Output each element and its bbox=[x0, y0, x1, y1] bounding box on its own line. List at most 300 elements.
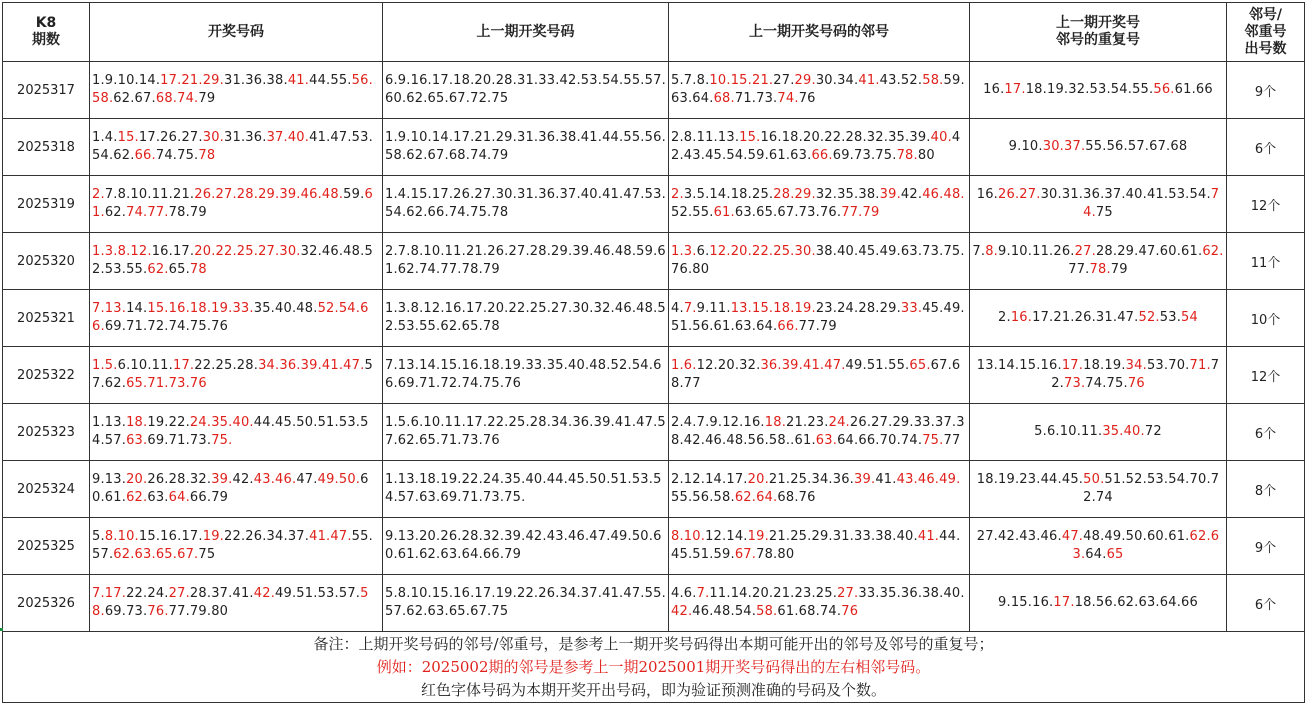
number: 59.63.64. bbox=[671, 73, 965, 106]
number: 80 bbox=[917, 148, 935, 163]
hit-number: 1.6. bbox=[671, 358, 697, 373]
hit-number: 78. bbox=[1089, 262, 1111, 277]
number: 2.12.14.17. bbox=[671, 472, 748, 487]
number: 65. bbox=[168, 262, 190, 277]
count-cell[interactable]: 11个 bbox=[1227, 233, 1305, 290]
hit-number: 56. bbox=[1153, 82, 1175, 97]
number: 63. bbox=[147, 490, 169, 505]
number: 1.13. bbox=[92, 415, 127, 430]
hit-number: 8. bbox=[985, 244, 999, 259]
number: 72. bbox=[1051, 358, 1220, 391]
lottery-neighbor-table bbox=[2, 2, 1305, 703]
number: 64.66.70.74. bbox=[837, 433, 923, 448]
number: 55.56.57.67.68 bbox=[1085, 139, 1188, 154]
hit-number: 39. bbox=[879, 187, 901, 202]
number: 16.17. bbox=[151, 244, 195, 259]
number: 69.71.73. bbox=[147, 433, 212, 448]
prev-draw-cell[interactable]: 1.9.10.14.17.21.29.31.36.38.41.44.55.56.58.62.67.68.74.79 bbox=[383, 119, 669, 176]
number: 44.45.50.51.53.54.57. bbox=[92, 415, 369, 448]
number: 30.34. bbox=[815, 73, 859, 88]
header-count[interactable] bbox=[1227, 3, 1305, 62]
table-body bbox=[3, 62, 1305, 632]
number: 18.19. bbox=[1083, 358, 1126, 373]
neighbors-cell[interactable] bbox=[669, 119, 970, 176]
number: 35.40.48. bbox=[253, 301, 318, 316]
draw-numbers-cell[interactable] bbox=[90, 575, 383, 632]
header-repeat[interactable] bbox=[970, 3, 1227, 62]
hit-number: 61. bbox=[713, 205, 735, 220]
draw-numbers-cell[interactable] bbox=[90, 290, 383, 347]
prev-draw-cell[interactable]: 5.8.10.15.16.17.19.22.26.34.37.41.47.55.57.62.63.65.67.75 bbox=[383, 575, 669, 632]
count-cell[interactable]: 6个 bbox=[1227, 404, 1305, 461]
hit-number: 20. bbox=[126, 472, 148, 487]
hit-number: 15.16.18.19.33. bbox=[147, 301, 254, 316]
hit-number: 52.54.66. bbox=[92, 301, 369, 334]
hit-number: 13.15.18.19. bbox=[730, 301, 816, 316]
hit-number: 27. bbox=[168, 586, 190, 601]
number: 9.11. bbox=[696, 301, 731, 316]
hit-number: 46.48. bbox=[922, 187, 965, 202]
note-line-2: 例如：2025002期的邻号是参考上一期2025001期开奖号码得出的左右相邻号码。 bbox=[376, 657, 931, 676]
count-cell[interactable]: 12个 bbox=[1227, 176, 1305, 233]
count-cell[interactable]: 9个 bbox=[1227, 62, 1305, 119]
number: 78.80 bbox=[756, 547, 795, 562]
number: 42. bbox=[900, 187, 923, 202]
number: 7. bbox=[972, 244, 986, 259]
number: 30.31.36.37.40.41.53.54. bbox=[1040, 187, 1211, 202]
number: 11.14.20.21.23.25. bbox=[709, 586, 838, 601]
number: 32.35.38. bbox=[815, 187, 880, 202]
number: 38.40.45.49.63.73.75.76.80 bbox=[671, 244, 965, 277]
number: 5.6.10.11. bbox=[1034, 424, 1103, 439]
count-cell[interactable]: 8个 bbox=[1227, 461, 1305, 518]
number: 47. bbox=[296, 472, 318, 487]
hit-number: 34. bbox=[1125, 358, 1147, 373]
hit-number: 41. bbox=[287, 73, 310, 88]
number: 17.21.26.31.47. bbox=[1032, 310, 1139, 325]
draw-numbers-cell[interactable] bbox=[90, 233, 383, 290]
draw-numbers-cell[interactable] bbox=[90, 62, 383, 119]
hit-number: 64. bbox=[168, 490, 190, 505]
number: 51.52.53.54.70.72.74 bbox=[1083, 472, 1220, 505]
hit-number: 8.10. bbox=[104, 529, 139, 544]
draw-numbers-cell[interactable] bbox=[90, 461, 383, 518]
hit-number: 61. bbox=[92, 187, 373, 220]
table-row bbox=[3, 347, 1305, 404]
number: 42.43.45.54.59.61.63. bbox=[671, 130, 961, 163]
number: 60.61. bbox=[92, 472, 369, 505]
number: 61.66 bbox=[1174, 82, 1213, 97]
period-cell[interactable]: 2025317 bbox=[3, 62, 90, 119]
hit-number: 17. bbox=[1004, 82, 1026, 97]
number: 74.75. bbox=[1085, 376, 1128, 391]
count-cell[interactable]: 9个 bbox=[1227, 518, 1305, 575]
number: 2. bbox=[998, 310, 1011, 325]
number: 55.56.58. bbox=[671, 490, 735, 505]
hit-number: 20.22.25.27.30. bbox=[194, 244, 301, 259]
hit-number: 2. bbox=[92, 187, 105, 202]
number: 53.70. bbox=[1146, 358, 1190, 373]
prev-draw-cell[interactable]: 6.9.16.17.18.20.28.31.33.42.53.54.55.57.60.62.65.67.72.75 bbox=[383, 62, 669, 119]
repeat-cell[interactable] bbox=[970, 404, 1227, 461]
number: 23.24.28.29. bbox=[815, 301, 901, 316]
prev-draw-cell[interactable]: 1.3.8.12.16.17.20.22.25.27.30.32.46.48.52.53.55.62.65.78 bbox=[383, 290, 669, 347]
number: 2.8.11.13. bbox=[671, 130, 740, 145]
repeat-cell[interactable] bbox=[970, 461, 1227, 518]
number: 9.10. bbox=[1008, 139, 1043, 154]
number: 63.65.67.73.76. bbox=[734, 205, 842, 220]
number: 1.4. bbox=[92, 130, 118, 145]
hit-number: 47. bbox=[1061, 529, 1084, 544]
number: 22.26.34.37. bbox=[224, 529, 310, 544]
neighbors-cell[interactable] bbox=[669, 404, 970, 461]
table-row bbox=[3, 404, 1305, 461]
hit-number: 20. bbox=[747, 472, 769, 487]
number: 44.45.51.59. bbox=[671, 529, 961, 562]
number: 77.79 bbox=[798, 319, 837, 334]
number: 21.25.34.36. bbox=[768, 472, 855, 487]
hit-number: 30. bbox=[202, 130, 224, 145]
notes-row bbox=[3, 632, 1305, 703]
hit-number: 19. bbox=[747, 529, 769, 544]
repeat-cell[interactable] bbox=[970, 62, 1227, 119]
prev-draw-cell[interactable]: 1.4.15.17.26.27.30.31.36.37.40.41.47.53.54.62.66.74.75.78 bbox=[383, 176, 669, 233]
hit-number: 62. bbox=[1202, 244, 1224, 259]
table-row bbox=[3, 290, 1305, 347]
period-cell[interactable]: 2025318 bbox=[3, 119, 90, 176]
cell-marker-icon bbox=[0, 628, 3, 631]
hit-number: 42. bbox=[671, 604, 693, 619]
draw-numbers-cell[interactable] bbox=[90, 518, 383, 575]
number: 69.71.72.74.75.76 bbox=[104, 319, 229, 334]
draw-numbers-cell[interactable] bbox=[90, 347, 383, 404]
number: 26.28.32. bbox=[147, 472, 212, 487]
neighbors-cell[interactable] bbox=[669, 575, 970, 632]
header-repeat-line2: 邻号的重复号 bbox=[1056, 32, 1140, 48]
neighbors-cell[interactable] bbox=[669, 233, 970, 290]
number: 49.51.55. bbox=[845, 358, 910, 373]
hit-number: 66. bbox=[777, 319, 799, 334]
number: 9.10.11.26. bbox=[998, 244, 1075, 259]
hit-number: 62.64. bbox=[734, 490, 778, 505]
number: 31.36. bbox=[224, 130, 267, 145]
neighbors-cell[interactable] bbox=[669, 347, 970, 404]
repeat-cell[interactable] bbox=[970, 575, 1227, 632]
neighbors-cell[interactable] bbox=[669, 461, 970, 518]
hit-number: 54 bbox=[1181, 310, 1198, 325]
hit-number: 27. bbox=[1074, 244, 1096, 259]
repeat-cell[interactable] bbox=[970, 233, 1227, 290]
prev-draw-cell[interactable]: 1.5.6.10.11.17.22.25.28.34.36.39.41.47.57.62.65.71.73.76 bbox=[383, 404, 669, 461]
number: 28.29.47.60.61. bbox=[1095, 244, 1203, 259]
number: 3.5.14.18.25. bbox=[683, 187, 774, 202]
period-cell[interactable]: 2025319 bbox=[3, 176, 90, 233]
hit-number: 62.63. bbox=[1072, 529, 1220, 562]
prev-draw-cell[interactable]: 1.13.18.19.22.24.35.40.44.45.50.51.53.54.57.63.69.71.73.75. bbox=[383, 461, 669, 518]
number: 75 bbox=[198, 547, 216, 562]
hit-number: 17.21.29. bbox=[160, 73, 224, 88]
repeat-cell[interactable] bbox=[970, 518, 1227, 575]
hit-number: 58. bbox=[92, 586, 369, 619]
table-row bbox=[3, 119, 1305, 176]
repeat-cell[interactable] bbox=[970, 290, 1227, 347]
hit-number: 1.5. bbox=[92, 358, 118, 373]
number: 41. bbox=[875, 472, 897, 487]
count-cell[interactable]: 12个 bbox=[1227, 347, 1305, 404]
hit-number: 66. bbox=[811, 148, 833, 163]
hit-number: 39. bbox=[854, 472, 876, 487]
number: 1.9.10.14. bbox=[92, 73, 161, 88]
number: 12.14. bbox=[705, 529, 748, 544]
neighbors-cell[interactable] bbox=[669, 290, 970, 347]
number: 14. bbox=[126, 301, 148, 316]
hit-number: 1.3.8.12. bbox=[92, 244, 152, 259]
hit-number: 39. bbox=[211, 472, 233, 487]
number: 42. bbox=[232, 472, 254, 487]
number: 59. bbox=[343, 187, 365, 202]
hit-number: 78 bbox=[189, 262, 207, 277]
prev-draw-cell[interactable]: 7.13.14.15.16.18.19.33.35.40.48.52.54.66.69.71.72.74.75.76 bbox=[383, 347, 669, 404]
number: 77. bbox=[1068, 262, 1090, 277]
prev-draw-cell[interactable]: 2.7.8.10.11.21.26.27.28.29.39.46.48.59.61.62.74.77.78.79 bbox=[383, 233, 669, 290]
header-count-line1: 邻号/ bbox=[1248, 6, 1283, 23]
period-cell[interactable]: 2025323 bbox=[3, 404, 90, 461]
period-cell[interactable]: 2025325 bbox=[3, 518, 90, 575]
hit-number: 76. bbox=[147, 604, 169, 619]
hit-number: 1.3. bbox=[671, 244, 697, 259]
number: 7.8.10.11.21. bbox=[104, 187, 195, 202]
hit-number: 35.40. bbox=[1102, 424, 1145, 439]
number: 16. bbox=[983, 82, 1005, 97]
number: 21.23. bbox=[786, 415, 829, 430]
header-prev-neighbors[interactable]: 上一期开奖号码的邻号 bbox=[669, 3, 970, 62]
hit-number: 27. bbox=[837, 586, 859, 601]
number: 13.14.15.16. bbox=[976, 358, 1062, 373]
number: 5.7.8. bbox=[671, 73, 710, 88]
hit-number: 41.47. bbox=[309, 529, 352, 544]
hit-number: 65 bbox=[1106, 547, 1124, 562]
neighbors-cell[interactable] bbox=[669, 62, 970, 119]
number: 49.51.53.57. bbox=[275, 586, 361, 601]
number: 27. bbox=[773, 73, 795, 88]
number: 9.13. bbox=[92, 472, 127, 487]
period-cell[interactable]: 2025321 bbox=[3, 290, 90, 347]
neighbors-cell[interactable] bbox=[669, 518, 970, 575]
hit-number: 62. bbox=[147, 262, 169, 277]
hit-number: 26.27.28.29.39.46.48. bbox=[194, 187, 344, 202]
table-row bbox=[3, 62, 1305, 119]
table-row bbox=[3, 233, 1305, 290]
hit-number: 18. bbox=[764, 415, 787, 430]
number: 69.73.75. bbox=[832, 148, 897, 163]
number: 69.73. bbox=[104, 604, 148, 619]
draw-numbers-cell[interactable] bbox=[90, 119, 383, 176]
number: 17.26.27. bbox=[138, 130, 203, 145]
notes-cell[interactable] bbox=[3, 632, 1305, 703]
hit-number: 2. bbox=[671, 187, 684, 202]
hit-number: 68. bbox=[713, 91, 735, 106]
hit-number: 18. bbox=[126, 415, 148, 430]
hit-number: 12.20.22.25.30. bbox=[709, 244, 816, 259]
hit-number: 49.50. bbox=[317, 472, 361, 487]
hit-number: 58. bbox=[922, 73, 944, 88]
note-line-1: 备注：上期开奖号码的邻号/邻重号，是参考上一期开奖号码得出本期可能开出的邻号及邻号的重复号； bbox=[313, 634, 994, 653]
number: 68.76 bbox=[777, 490, 816, 505]
header-period[interactable] bbox=[3, 3, 90, 62]
number: 53. bbox=[1159, 310, 1182, 325]
hit-number: 65. bbox=[909, 358, 931, 373]
table-row bbox=[3, 518, 1305, 575]
number: 22.24. bbox=[126, 586, 169, 601]
header-period-line1: K8 bbox=[35, 15, 57, 31]
number: 45.49.51.56.61.63.64. bbox=[671, 301, 965, 334]
draw-numbers-cell[interactable] bbox=[90, 176, 383, 233]
hit-number: 62.63.65.67. bbox=[113, 547, 199, 562]
number: 76 bbox=[798, 91, 816, 106]
period-cell[interactable]: 2025326 bbox=[3, 575, 90, 632]
hit-number: 17. bbox=[172, 358, 195, 373]
hit-number: 43.46.49. bbox=[896, 472, 961, 487]
header-prev-draw[interactable]: 上一期开奖号码 bbox=[383, 3, 669, 62]
number: 31.36.38. bbox=[223, 73, 288, 88]
hit-number: 7.13. bbox=[92, 301, 127, 316]
draw-numbers-cell[interactable] bbox=[90, 404, 383, 461]
number: 77 bbox=[943, 433, 961, 448]
number: 21.25.29.31.33.38.40. bbox=[768, 529, 918, 544]
hit-number: 52. bbox=[1138, 310, 1160, 325]
hit-number: 78. bbox=[896, 148, 918, 163]
count-cell[interactable]: 6个 bbox=[1227, 119, 1305, 176]
hit-number: 37.40. bbox=[266, 130, 310, 145]
hit-number: 66. bbox=[134, 148, 156, 163]
count-cell[interactable]: 10个 bbox=[1227, 290, 1305, 347]
number: 48.49.50.60.61. bbox=[1083, 529, 1190, 544]
number: 9.15.16. bbox=[998, 595, 1054, 610]
header-period-line2: 期数 bbox=[32, 32, 60, 48]
number: 12.20.32. bbox=[696, 358, 761, 373]
hit-number: 76 bbox=[841, 604, 859, 619]
number: 77.79.80 bbox=[168, 604, 229, 619]
hit-number: 24.35.40. bbox=[189, 415, 254, 430]
header-repeat-line1: 上一期开奖号 bbox=[1056, 15, 1140, 31]
note-line-3: 红色字体号码为本期开奖开出号码，即为验证预测准确的号码及个数。 bbox=[420, 680, 886, 699]
header-count-line3: 出号数 bbox=[1244, 40, 1287, 57]
number: 16.18.20.22.28.32.35.39. bbox=[760, 130, 931, 145]
number: 32.46.48.52.53.55. bbox=[92, 244, 373, 277]
number: 75 bbox=[1095, 205, 1113, 220]
hit-number: 63. bbox=[815, 433, 838, 448]
number: 4.6. bbox=[671, 586, 697, 601]
hit-number: 77.79 bbox=[841, 205, 880, 220]
number: 22.25.28. bbox=[194, 358, 259, 373]
number: 26.27.29.33.37.38.42.46.48.56.58..61. bbox=[671, 415, 965, 448]
hit-number: 73. bbox=[1064, 376, 1086, 391]
number: 19.22. bbox=[147, 415, 190, 430]
number: 18.19.32.53.54.55. bbox=[1025, 82, 1154, 97]
hit-number: 40. bbox=[930, 130, 952, 145]
hit-number: 74. bbox=[777, 91, 799, 106]
period-cell[interactable]: 2025320 bbox=[3, 233, 90, 290]
hit-number: 36.39.41.47. bbox=[760, 358, 846, 373]
hit-number: 24. bbox=[828, 415, 850, 430]
hit-number: 75. bbox=[211, 433, 233, 448]
hit-number: 43.46. bbox=[253, 472, 297, 487]
hit-number: 41. bbox=[917, 529, 940, 544]
prev-draw-cell[interactable]: 9.13.20.26.28.32.39.42.43.46.47.49.50.60.61.62.63.64.66.79 bbox=[383, 518, 669, 575]
header-draw[interactable]: 开奖号码 bbox=[90, 3, 383, 62]
header-count-line2: 邻重号 bbox=[1244, 23, 1287, 40]
hit-number: 16. bbox=[1010, 310, 1033, 325]
number: 27.42.43.46. bbox=[976, 529, 1062, 544]
number: 6. bbox=[696, 244, 710, 259]
hit-number: 58. bbox=[756, 604, 778, 619]
hit-number: 65.71.73.76 bbox=[126, 376, 207, 391]
number: 41.47.53.54.62. bbox=[92, 130, 373, 163]
hit-number: 17. bbox=[1061, 358, 1084, 373]
hit-number: 15. bbox=[739, 130, 761, 145]
number: 67.68.77 bbox=[671, 358, 961, 391]
number: 28.37.41. bbox=[189, 586, 254, 601]
hit-number: 76 bbox=[1127, 376, 1145, 391]
hit-number: 67. bbox=[734, 547, 757, 562]
number: 62.67. bbox=[113, 91, 156, 106]
repeat-cell[interactable] bbox=[970, 176, 1227, 233]
hit-number: 42. bbox=[253, 586, 276, 601]
number: 55.57. bbox=[92, 529, 373, 562]
table-row bbox=[3, 575, 1305, 632]
number: 4. bbox=[671, 301, 684, 316]
hit-number: 33. bbox=[900, 301, 923, 316]
hit-number: 78 bbox=[198, 148, 216, 163]
number: 64. bbox=[1085, 547, 1107, 562]
hit-number: 30.37. bbox=[1042, 139, 1086, 154]
number: 6.10.11. bbox=[117, 358, 173, 373]
table-row bbox=[3, 461, 1305, 518]
number: 78.79 bbox=[168, 205, 207, 220]
count-cell[interactable]: 6个 bbox=[1227, 575, 1305, 632]
number: 2.4.7.9.12.16. bbox=[671, 415, 765, 430]
hit-number: 34.36.39.41.47. bbox=[258, 358, 365, 373]
hit-number: 19. bbox=[202, 529, 224, 544]
repeat-cell[interactable] bbox=[970, 347, 1227, 404]
neighbors-cell[interactable] bbox=[669, 176, 970, 233]
hit-number: 8.10. bbox=[671, 529, 706, 544]
number: 52.55. bbox=[671, 205, 714, 220]
number: 46.48.54. bbox=[692, 604, 757, 619]
hit-number: 26.27. bbox=[998, 187, 1041, 202]
number: 5. bbox=[92, 529, 105, 544]
number: 71.73. bbox=[734, 91, 778, 106]
header-row bbox=[3, 3, 1305, 62]
hit-number: 63. bbox=[126, 433, 148, 448]
number: 66.79 bbox=[189, 490, 229, 505]
number: 18.56.62.63.64.66 bbox=[1074, 595, 1198, 610]
number: 43.52. bbox=[879, 73, 923, 88]
number: 72 bbox=[1144, 424, 1162, 439]
hit-number: 50. bbox=[1083, 472, 1105, 487]
number: 74.75. bbox=[155, 148, 199, 163]
number: 62. bbox=[104, 205, 127, 220]
hit-number: 56.58. bbox=[92, 73, 373, 106]
period-cell[interactable]: 2025322 bbox=[3, 347, 90, 404]
hit-number: 7. bbox=[696, 586, 710, 601]
hit-number: 74.77. bbox=[126, 205, 169, 220]
period-cell[interactable]: 2025324 bbox=[3, 461, 90, 518]
hit-number: 10.15.21. bbox=[709, 73, 774, 88]
repeat-cell[interactable] bbox=[970, 119, 1227, 176]
number: 79 bbox=[198, 91, 216, 106]
hit-number: 15. bbox=[117, 130, 139, 145]
